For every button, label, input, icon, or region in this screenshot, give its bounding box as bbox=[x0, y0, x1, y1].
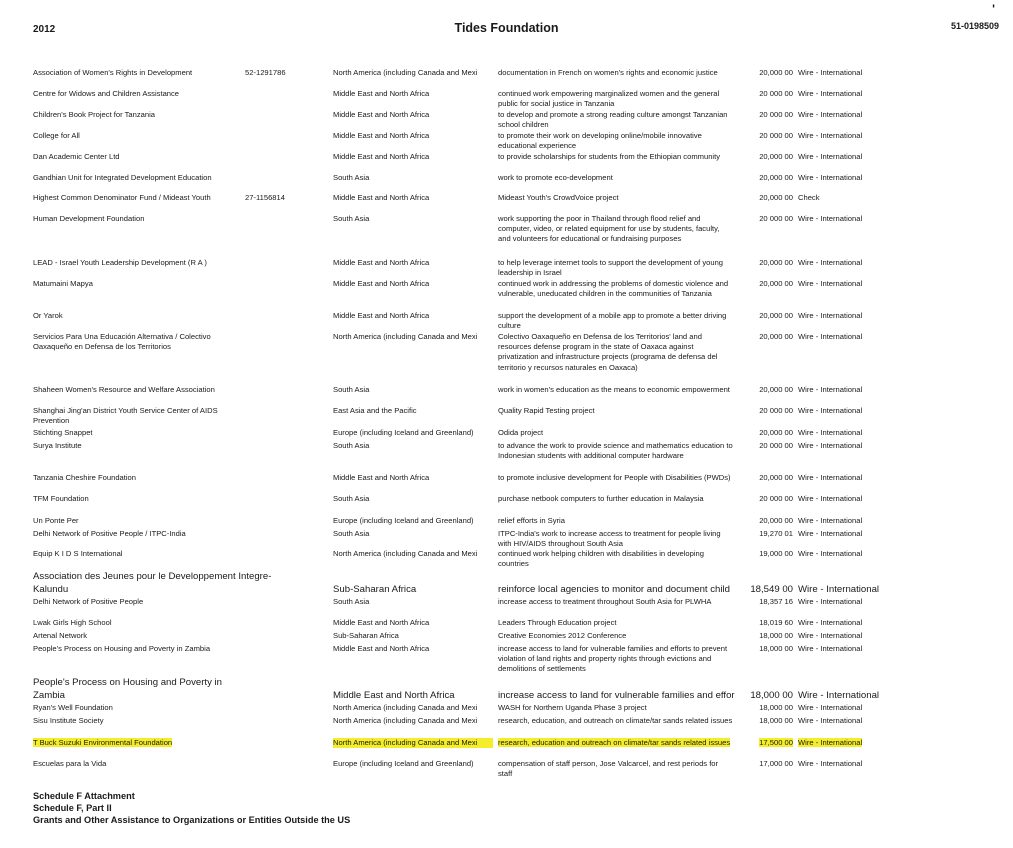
region: Middle East and North Africa bbox=[333, 618, 430, 627]
grant-purpose: work to promote eco-development bbox=[498, 173, 613, 182]
region: Middle East and North Africa bbox=[333, 279, 430, 288]
payment-method: Wire - International bbox=[798, 644, 863, 653]
recipient-name: Tanzania Cheshire Foundation bbox=[33, 473, 137, 482]
grant-purpose: to provide scholarships for students from the Ethiopian community bbox=[498, 152, 721, 161]
grant-purpose: compensation of staff person, Jose Valcarcel, and rest periods for staff bbox=[498, 759, 719, 779]
grant-purpose: to promote inclusive development for People with Disabilities (PWDs) bbox=[498, 473, 731, 482]
region: North America (including Canada and Mexi bbox=[333, 549, 478, 558]
footer-line-1: Schedule F Attachment bbox=[33, 791, 135, 801]
region: Middle East and North Africa bbox=[333, 473, 430, 482]
recipient-name: Artenal Network bbox=[33, 631, 88, 640]
grant-purpose: work supporting the poor in Thailand through flood relief and computer, video, or related equipment for use by students, faculty, and volunteers for educational or fundraising purposes bbox=[498, 214, 720, 244]
recipient-name bbox=[33, 738, 243, 748]
grant-purpose: Leaders Through Education project bbox=[498, 618, 617, 627]
payment-method: Wire - International bbox=[798, 516, 863, 525]
payment-method: Wire - International bbox=[798, 110, 863, 119]
recipient-name-text: T Buck Suzuki Environmental Foundation bbox=[33, 738, 173, 747]
recipient-name: Highest Common Denominator Fund / Mideast Youth bbox=[33, 193, 211, 202]
recipient-name: Stichting Snappet bbox=[33, 428, 93, 437]
region: South Asia bbox=[333, 597, 370, 606]
region: Europe (including Iceland and Greenland) bbox=[333, 428, 474, 437]
region: South Asia bbox=[333, 494, 370, 503]
payment-method: Wire - International bbox=[798, 689, 880, 701]
recipient-name: Ryan's Well Foundation bbox=[33, 703, 113, 712]
region: South Asia bbox=[333, 214, 370, 223]
grant-purpose: purchase netbook computers to further education in Malaysia bbox=[498, 494, 704, 503]
recipient-name: Association des Jeunes pour le Developpement Integre-Kalundu bbox=[33, 571, 272, 595]
grant-amount: 18,000 00 bbox=[750, 689, 793, 701]
payment-method: Wire - International bbox=[798, 89, 863, 98]
payment-method: Wire - International bbox=[798, 258, 863, 267]
payment-method: Wire - International bbox=[798, 385, 863, 394]
grant-amount: 17,000 00 bbox=[759, 759, 793, 768]
payment-method: Wire - International bbox=[798, 494, 863, 503]
payment-method: Wire - International bbox=[798, 759, 863, 768]
recipient-ein: 27-1156814 bbox=[245, 193, 285, 202]
region: Middle East and North Africa bbox=[333, 258, 430, 267]
recipient-name: Delhi Network of Positive People / ITPC-India bbox=[33, 529, 186, 538]
grant-amount: 20 000 00 bbox=[759, 214, 793, 223]
grant-purpose: relief efforts in Syria bbox=[498, 516, 565, 525]
region: Middle East and North Africa bbox=[333, 311, 430, 320]
payment-method: Wire - International bbox=[798, 618, 863, 627]
grant-amount: 18,357 16 bbox=[759, 597, 793, 606]
region: Sub-Saharan Africa bbox=[333, 583, 417, 595]
region: Middle East and North Africa bbox=[333, 110, 430, 119]
grant-amount: 20,000 00 bbox=[759, 279, 793, 288]
region: North America (including Canada and Mexi bbox=[333, 703, 478, 712]
payment-method: Wire - International bbox=[798, 716, 863, 725]
payment-method: Wire - International bbox=[798, 549, 863, 558]
recipient-name: Centre for Widows and Children Assistance bbox=[33, 89, 180, 98]
payment-method: Wire - International bbox=[798, 529, 863, 538]
grant-purpose: documentation in French on women's rights and economic justice bbox=[498, 68, 718, 77]
grant-amount: 20 000 00 bbox=[759, 494, 793, 503]
recipient-name: Children's Book Project for Tanzania bbox=[33, 110, 156, 119]
recipient-name: Human Development Foundation bbox=[33, 214, 145, 223]
region: Europe (including Iceland and Greenland) bbox=[333, 759, 474, 768]
region: Middle East and North Africa bbox=[333, 152, 430, 161]
grant-amount: 18,000 00 bbox=[759, 644, 793, 653]
grant-amount: 20 000 00 bbox=[759, 131, 793, 140]
footer-line-3: Grants and Other Assistance to Organizations or Entities Outside the US bbox=[33, 815, 351, 825]
grant-purpose: WASH for Northern Uganda Phase 3 project bbox=[498, 703, 647, 712]
grant-purpose: research, education, and outreach on climate/tar sands related issues bbox=[498, 716, 733, 725]
payment-method: Wire - International bbox=[798, 703, 863, 712]
recipient-name: LEAD - Israel Youth Leadership Development (R A ) bbox=[33, 258, 207, 267]
recipient-name: Gandhian Unit for Integrated Development Education bbox=[33, 173, 212, 182]
region: North America (including Canada and Mexi bbox=[333, 716, 478, 725]
page-title: Tides Foundation bbox=[454, 21, 559, 35]
grant-purpose: to advance the work to provide science and mathematics education to Indonesian students with additional computer hardware bbox=[498, 441, 733, 461]
payment-method: Wire - International bbox=[798, 173, 863, 182]
grant-amount: 18,000 00 bbox=[759, 631, 793, 640]
corner-mark: ' bbox=[992, 2, 995, 16]
recipient-name: College for All bbox=[33, 131, 80, 140]
grant-purpose: Colectivo Oaxaqueño en Defensa de los Territorios' land and resources defense program in the state of Oaxaca against privatization and infrastructure projects (programa de defensa del territorio y recursos naturales en Oaxaca) bbox=[498, 332, 718, 372]
grant-amount: 18,019 60 bbox=[759, 618, 793, 627]
payment-method: Wire - International bbox=[798, 473, 863, 482]
payment-method: Wire - International bbox=[798, 311, 863, 320]
payment-method: Wire - International bbox=[798, 214, 863, 223]
payment-method: Wire - International bbox=[798, 131, 863, 140]
grant-amount: 20,000 00 bbox=[759, 193, 793, 202]
grant-amount: 20 000 00 bbox=[759, 89, 793, 98]
grant-purpose: reinforce local agencies to monitor and document child bbox=[498, 583, 730, 595]
grant-amount: 19,000 00 bbox=[759, 549, 793, 558]
region: Middle East and North Africa bbox=[333, 644, 430, 653]
grant-amount: 20,000 00 bbox=[759, 68, 793, 77]
payment-method: Wire - International bbox=[798, 406, 863, 415]
grant-amount: 20,000 00 bbox=[759, 311, 793, 320]
region: North America (including Canada and Mexi bbox=[333, 68, 478, 77]
recipient-name: Escuelas para la Vida bbox=[33, 759, 107, 768]
region: Middle East and North Africa bbox=[333, 89, 430, 98]
recipient-name: Lwak Girls High School bbox=[33, 618, 112, 627]
region: South Asia bbox=[333, 173, 370, 182]
grant-purpose: work in women's education as the means to economic empowerment bbox=[498, 385, 730, 394]
recipient-name: Association of Women's Rights in Development bbox=[33, 68, 193, 77]
grant-amount: 20,000 00 bbox=[759, 428, 793, 437]
grant-purpose: continued work in addressing the problems of domestic violence and vulnerable, uneducated children in the communities of Tanzania bbox=[498, 279, 729, 299]
grant-purpose: continued work empowering marginalized women and the general public for social justice in Tanzania bbox=[498, 89, 720, 109]
recipient-name: Equip K I D S International bbox=[33, 549, 123, 558]
payment-method: Wire - International bbox=[798, 152, 863, 161]
recipient-name: Shaheen Women's Resource and Welfare Association bbox=[33, 385, 215, 394]
region: South Asia bbox=[333, 385, 370, 394]
payment-method: Check bbox=[798, 193, 820, 202]
grant-amount: 20,000 00 bbox=[759, 385, 793, 394]
grant-amount: 20,000 00 bbox=[759, 473, 793, 482]
payment-method: Wire - International bbox=[798, 68, 863, 77]
recipient-name: People's Process on Housing and Poverty in Zambia bbox=[33, 677, 223, 701]
tax-year: 2012 bbox=[33, 24, 56, 35]
region: East Asia and the Pacific bbox=[333, 406, 417, 415]
payment-method: Wire - International bbox=[798, 583, 880, 595]
payment-method: Wire - International bbox=[798, 279, 863, 288]
payment-method-text: Wire - International bbox=[798, 738, 863, 747]
grant-purpose: Creative Economies 2012 Conference bbox=[498, 631, 627, 640]
grant-amount: 18,549 00 bbox=[750, 583, 793, 595]
payment-method: Wire - International bbox=[798, 631, 863, 640]
region: North America (including Canada and Mexi bbox=[333, 738, 493, 748]
recipient-name: Sisu Institute Society bbox=[33, 716, 104, 725]
grant-amount: 20 000 00 bbox=[759, 441, 793, 450]
grant-purpose: increase access to land for vulnerable families and effor bbox=[498, 689, 735, 701]
grant-amount: 19,270 01 bbox=[759, 529, 793, 538]
grant-amount: 20 000 00 bbox=[759, 110, 793, 119]
grant-purpose: continued work helping children with disabilities in developing countries bbox=[498, 549, 704, 569]
region: Europe (including Iceland and Greenland) bbox=[333, 516, 474, 525]
grant-purpose: Odida project bbox=[498, 428, 544, 437]
recipient-name: Un Ponte Per bbox=[33, 516, 79, 525]
recipient-name: Or Yarok bbox=[33, 311, 63, 320]
recipient-name: People's Process on Housing and Poverty in Zambia bbox=[33, 644, 211, 653]
grant-purpose: to promote their work on developing online/mobile innovative educational experience bbox=[498, 131, 702, 151]
grant-amount: 18,000 00 bbox=[759, 703, 793, 712]
grant-purpose: increase access to land for vulnerable families and efforts to prevent violation of land rights and property rights through evictions and demolitions of settlements bbox=[498, 644, 728, 674]
footer-line-2: Schedule F, Part II bbox=[33, 803, 112, 813]
grant-amount-text: 17,500 00 bbox=[759, 738, 793, 747]
recipient-name: Surya Institute bbox=[33, 441, 82, 450]
region: Middle East and North Africa bbox=[333, 689, 455, 701]
region: Middle East and North Africa bbox=[333, 193, 430, 202]
grant-purpose bbox=[498, 738, 733, 748]
grant-amount: 20 000 00 bbox=[759, 406, 793, 415]
payment-method: Wire - International bbox=[798, 441, 863, 450]
recipient-ein: 52-1291786 bbox=[245, 68, 286, 77]
grant-purpose: support the development of a mobile app to promote a better driving culture bbox=[498, 311, 727, 331]
region: North America (including Canada and Mexi bbox=[333, 332, 478, 341]
grant-amount: 18,000 00 bbox=[759, 716, 793, 725]
grant-purpose: Mideast Youth's CrowdVoice project bbox=[498, 193, 619, 202]
recipient-name: Dan Academic Center Ltd bbox=[33, 152, 120, 161]
recipient-name: Servicios Para Una Educación Alternativa / Colectivo Oaxaqueño en Defensa de los Territorios bbox=[33, 332, 211, 352]
payment-method: Wire - International bbox=[798, 428, 863, 437]
grant-amount: 20,000 00 bbox=[759, 332, 793, 341]
recipient-name: Shanghai Jing'an District Youth Service Center of AIDS Prevention bbox=[33, 406, 218, 426]
grant-purpose: Quality Rapid Testing project bbox=[498, 406, 595, 415]
grant-purpose-text: research, education and outreach on climate/tar sands related issues bbox=[498, 738, 731, 747]
region: South Asia bbox=[333, 529, 370, 538]
organization-ein: 51-0198509 bbox=[950, 21, 999, 31]
grant-amount: 20,000 00 bbox=[759, 152, 793, 161]
recipient-name: TFM Foundation bbox=[33, 494, 89, 503]
recipient-name: Delhi Network of Positive People bbox=[33, 597, 144, 606]
payment-method: Wire - International bbox=[798, 332, 863, 341]
grant-purpose: to develop and promote a strong reading culture amongst Tanzanian school children bbox=[498, 110, 728, 130]
grant-purpose: increase access to treatment throughout South Asia for PLWHA bbox=[498, 597, 712, 606]
grant-amount: 20,000 00 bbox=[759, 173, 793, 182]
schedule-footer bbox=[33, 790, 350, 826]
region: Middle East and North Africa bbox=[333, 131, 430, 140]
region: South Asia bbox=[333, 441, 370, 450]
payment-method bbox=[798, 738, 898, 748]
grant-purpose: ITPC-India's work to increase access to treatment for people living with HIV/AIDS throughout South Asia bbox=[498, 529, 721, 549]
payment-method: Wire - International bbox=[798, 597, 863, 606]
grant-amount bbox=[738, 738, 793, 748]
grant-amount: 20,000 00 bbox=[759, 516, 793, 525]
grant-amount: 20,000 00 bbox=[759, 258, 793, 267]
region: Sub-Saharan Africa bbox=[333, 631, 399, 640]
recipient-name: Matumaini Mapya bbox=[33, 279, 93, 288]
grant-purpose: to help leverage internet tools to support the development of young leadership in Israel bbox=[498, 258, 724, 278]
